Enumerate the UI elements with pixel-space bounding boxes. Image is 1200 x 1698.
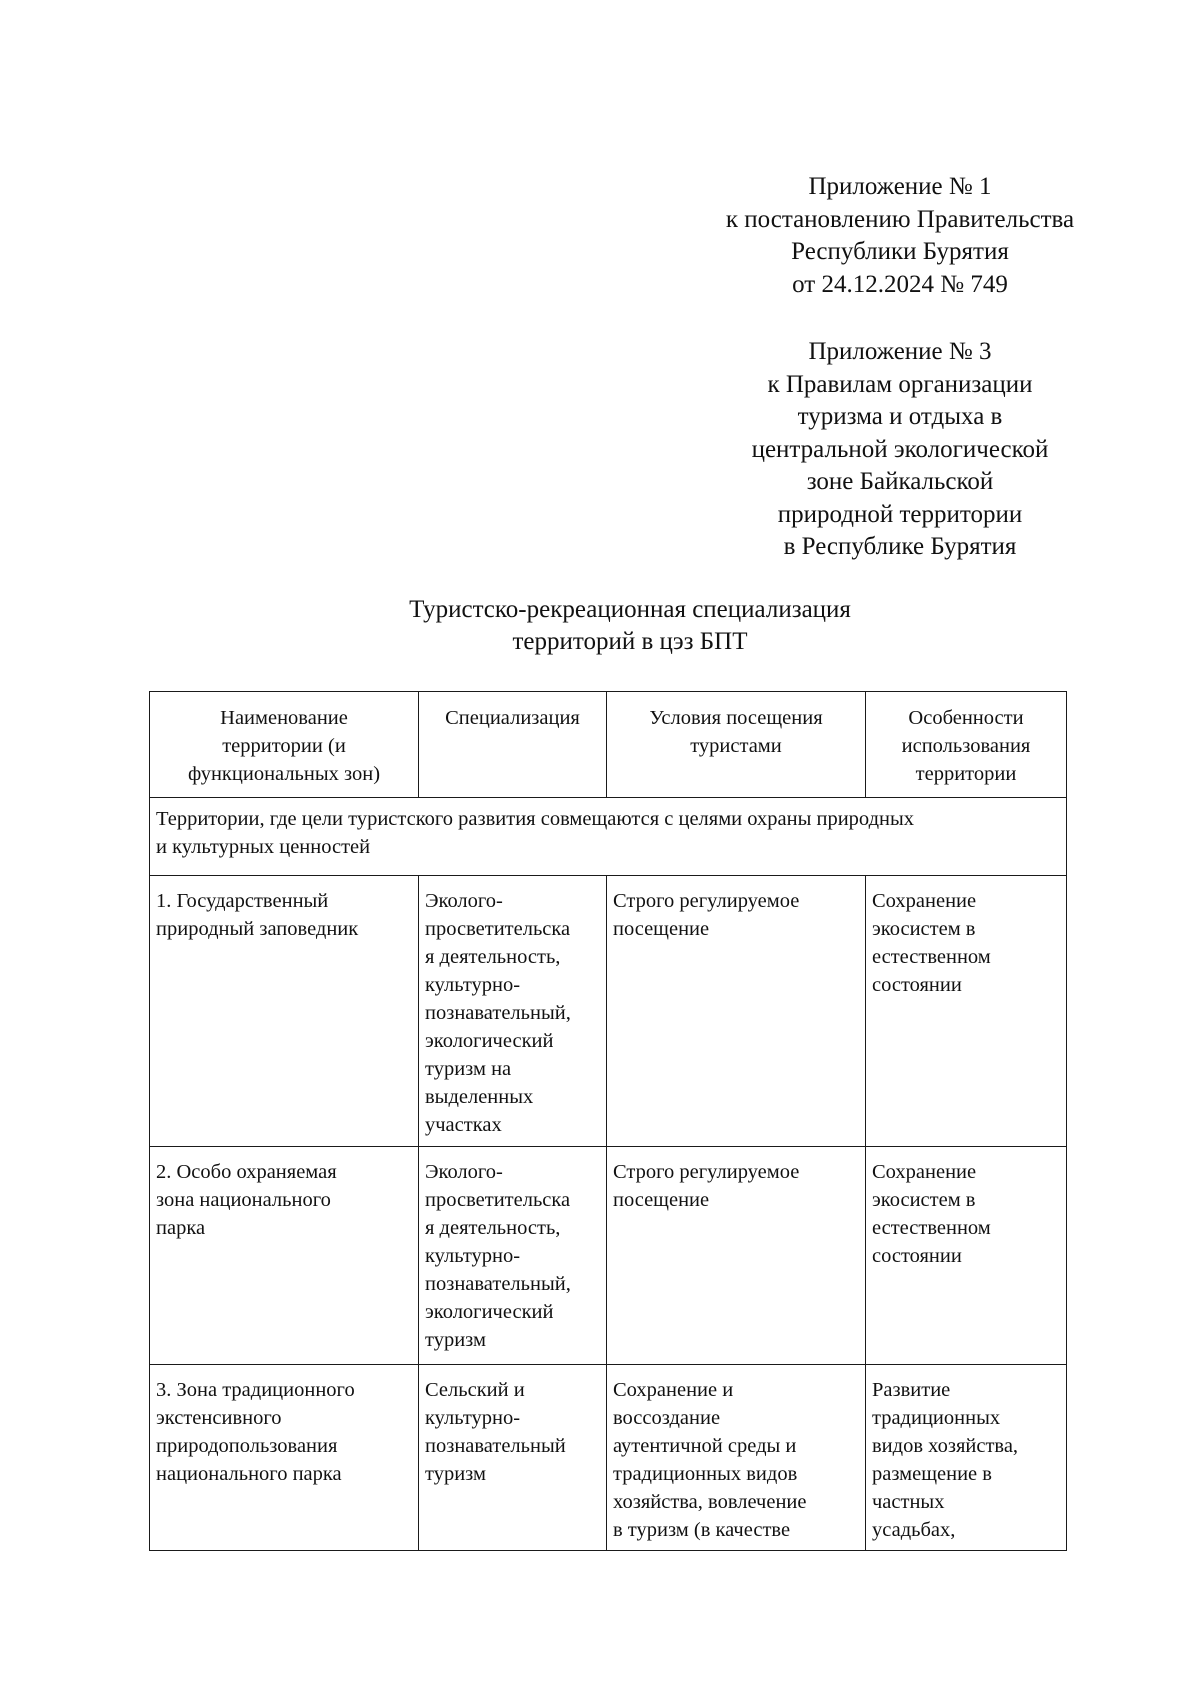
cell-specialization — [419, 876, 607, 1147]
cell-line: естественном — [872, 1217, 991, 1239]
section-line: Территории, где цели туристского развития совмещаются с целями охраны природных — [156, 808, 915, 830]
table-header-row — [150, 692, 1067, 798]
cell-specialization — [419, 1365, 607, 1551]
header-line: Специализация — [445, 707, 580, 729]
cell-line: хозяйства, вовлечение — [613, 1491, 807, 1513]
cell-line: туризм — [425, 1463, 486, 1485]
appendix-1-line: к постановлению Правительства — [725, 205, 1075, 233]
appendix-1-line: от 24.12.2024 № 749 — [792, 270, 1008, 298]
header-line: территории — [915, 763, 1017, 785]
appendix-3-header — [680, 336, 1120, 564]
cell-line: природный заповедник — [156, 918, 359, 940]
cell-line: экстенсивного — [156, 1407, 282, 1429]
cell-line: зона национального — [156, 1189, 331, 1211]
header-line: Особенности — [908, 707, 1024, 729]
document-title-line: Туристско-рекреационная специализация — [409, 596, 851, 623]
cell-line: я деятельность, — [425, 946, 561, 968]
cell-line: состоянии — [872, 1245, 962, 1267]
header-line: использования — [901, 735, 1031, 757]
document-title — [150, 594, 1110, 658]
cell-line: Строго регулируемое — [613, 1161, 800, 1183]
section-line: и культурных ценностей — [156, 836, 371, 858]
cell-line: Эколого- — [425, 890, 503, 912]
cell-line: природопользования — [156, 1435, 338, 1457]
header-cell-usage-features — [866, 692, 1067, 798]
cell-usage-features — [866, 1365, 1067, 1551]
cell-line: Эколого- — [425, 1161, 503, 1183]
cell-line: частных — [872, 1491, 945, 1513]
appendix-3-line: туризма и отдыха в — [797, 403, 1003, 430]
cell-line: Сельский и — [425, 1379, 525, 1401]
cell-line: в туризм (в качестве — [613, 1519, 791, 1541]
header-line: туристами — [690, 735, 782, 757]
appendix-3-line: к Правилам организации — [767, 370, 1033, 398]
section-cell — [150, 798, 1067, 876]
cell-territory-name — [150, 1365, 419, 1551]
cell-line: культурно- — [425, 974, 521, 996]
table-section-row — [150, 798, 1067, 876]
appendix-3-line: природной территории — [777, 500, 1023, 528]
cell-line: я деятельность, — [425, 1217, 561, 1239]
appendix-3-line: Приложение № 3 — [808, 338, 992, 365]
cell-line: естественном — [872, 946, 991, 968]
specialization-table — [149, 691, 1067, 1551]
cell-line: видов хозяйства, — [872, 1435, 1019, 1457]
cell-visit-conditions — [607, 1365, 866, 1551]
cell-line: познавательный, — [425, 1002, 571, 1024]
cell-line: усадьбах, — [872, 1519, 956, 1541]
appendix-3-line: в Республике Бурятия — [783, 533, 1017, 560]
cell-line: экосистем в — [872, 1189, 976, 1211]
cell-line: 2. Особо охраняемая — [156, 1161, 337, 1183]
cell-line: выделенных — [425, 1086, 534, 1108]
cell-line: посещение — [613, 1189, 710, 1211]
cell-line: культурно- — [425, 1407, 521, 1429]
header-line: Условия посещения — [649, 707, 823, 729]
cell-usage-features — [866, 1147, 1067, 1365]
appendix-1-header — [680, 171, 1120, 301]
cell-line: Сохранение — [872, 890, 977, 912]
cell-territory-name — [150, 876, 419, 1147]
cell-line: Развитие — [872, 1379, 951, 1401]
cell-line: посещение — [613, 918, 710, 940]
cell-line: туризм — [425, 1329, 486, 1351]
cell-visit-conditions — [607, 1147, 866, 1365]
cell-visit-conditions — [607, 876, 866, 1147]
appendix-1-line: Приложение № 1 — [808, 173, 992, 200]
cell-line: просветительска — [425, 918, 571, 940]
appendix-3-line: зоне Байкальской — [806, 468, 994, 495]
cell-line: состоянии — [872, 974, 962, 996]
cell-line: парка — [156, 1217, 206, 1239]
cell-line: познавательный — [425, 1435, 566, 1457]
cell-line: культурно- — [425, 1245, 521, 1267]
header-line: Наименование — [220, 707, 348, 729]
cell-usage-features — [866, 876, 1067, 1147]
cell-line: традиционных видов — [613, 1463, 798, 1485]
cell-line: просветительска — [425, 1189, 571, 1211]
cell-line: познавательный, — [425, 1273, 571, 1295]
header-cell-territory-name — [150, 692, 419, 798]
cell-line: Сохранение — [872, 1161, 977, 1183]
table-row — [150, 876, 1067, 1147]
cell-line: 1. Государственный — [156, 890, 329, 912]
appendix-3-line: центральной экологической — [751, 435, 1049, 463]
header-line: территории (и — [222, 735, 346, 757]
cell-line: Сохранение и — [613, 1379, 734, 1401]
cell-line: экосистем в — [872, 918, 976, 940]
header-cell-specialization — [419, 692, 607, 798]
cell-line: традиционных — [872, 1407, 1001, 1429]
header-line: функциональных зон) — [187, 763, 381, 785]
cell-line: участках — [425, 1114, 502, 1136]
header-cell-visit-conditions — [607, 692, 866, 798]
cell-line: национального парка — [156, 1463, 342, 1485]
cell-line: 3. Зона традиционного — [156, 1379, 355, 1401]
appendix-1-line: Республики Бурятия — [791, 238, 1009, 265]
table-row — [150, 1365, 1067, 1551]
cell-line: воссоздание — [613, 1407, 721, 1429]
cell-line: размещение в — [872, 1463, 992, 1485]
cell-territory-name — [150, 1147, 419, 1365]
cell-specialization — [419, 1147, 607, 1365]
cell-line: экологический — [425, 1030, 554, 1052]
cell-line: туризм на — [425, 1058, 512, 1080]
document-title-line: территорий в цэз БПТ — [512, 628, 748, 655]
cell-line: Строго регулируемое — [613, 890, 800, 912]
table-row — [150, 1147, 1067, 1365]
cell-line: аутентичной среды и — [613, 1435, 797, 1457]
cell-line: экологический — [425, 1301, 554, 1323]
